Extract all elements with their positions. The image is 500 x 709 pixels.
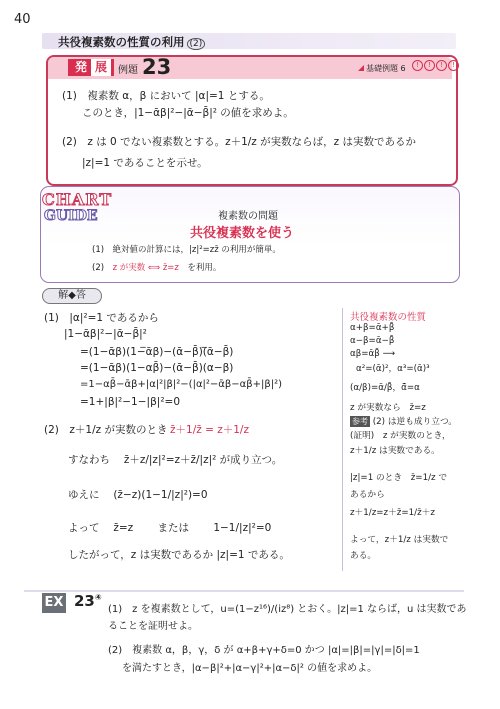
side-title: 共役複素数の性質 xyxy=(350,312,427,323)
solution-line-9: ゆえに (z̄−z)(1−1/|z|²)=0 xyxy=(68,489,208,501)
side-note: z＋1/z は実数である。 xyxy=(350,446,440,456)
side-note: α+β=ᾱ+β̄ xyxy=(350,323,395,333)
exercise-level: ④ xyxy=(94,593,102,602)
side-note: α²=(ᾱ)²，α³=(ᾱ)³ xyxy=(356,364,430,374)
problem-q1-line2: このとき，|1−ᾱβ|²−|ᾱ−β̄|² の値を求めよ。 xyxy=(82,107,294,119)
side-note: |z|=1 のとき z̄=1/z で xyxy=(350,473,448,483)
difficulty-mark: ! xyxy=(436,60,447,71)
side-note: αβ=ᾱβ̄ ⟶ xyxy=(350,349,396,359)
side-note: α−β=ᾱ−β̄ xyxy=(350,336,395,346)
chart-heading: 複素数の問題 xyxy=(218,211,278,222)
example-number: 23 xyxy=(142,55,172,79)
problem-q2-line1: (2) z は 0 でない複素数とする。z＋1/z が実数ならば，z は実数であるか xyxy=(62,136,417,148)
solution-line-10: よって z̄=z または 1−1/|z|²=0 xyxy=(68,522,272,534)
difficulty-mark: ! xyxy=(424,60,435,71)
solution-line-11: したがって，z は実数であるか |z|=1 である。 xyxy=(68,549,290,561)
difficulty-mark: ! xyxy=(448,60,459,71)
exercise-q1-line2: ることを証明せよ。 xyxy=(108,621,198,632)
section-title: 共役複素数の性質の利用 (2) xyxy=(58,34,205,50)
side-reference: 参考 (2) は逆も成り立つ。 xyxy=(352,417,457,427)
chart-point-1: (1) 絶対値の計算には，|z|²=zz̄ の利用が簡単。 xyxy=(92,245,281,255)
exercise-q2-line2: を満たすとき，|α−β|²+|α−γ|²+|α−δ|² の値を求めよ。 xyxy=(122,663,378,674)
exercise-number: 23④ xyxy=(74,592,102,610)
solution-tag: 解◆答 xyxy=(42,288,102,304)
guide-logo: GUIDE xyxy=(44,208,98,224)
solution-line-4: =(1−ᾱβ)(1−αβ̄)−(ᾱ−β̄)(α−β) xyxy=(80,362,234,374)
chart-main-point: 共役複素数を使う xyxy=(190,226,295,241)
page-number: 40 xyxy=(14,12,31,27)
exercise-q1-line1: (1) z を複素数として，u=(1−z¹⁶)/(iz⁸) とおく。|z|=1 ならば，u は実数であ xyxy=(108,604,467,615)
solution-line-2: |1−ᾱβ|²−|ᾱ−β̄|² xyxy=(64,328,147,340)
solution-line-6: =1+|β|²−1−|β|²=0 xyxy=(80,396,181,408)
example-label: 例題 xyxy=(118,65,138,76)
difficulty-mark: ! xyxy=(412,60,423,71)
chart-logo: CHART xyxy=(42,190,113,209)
solution-line-3: =(1−ᾱβ)(1−̅ᾱβ)−(ᾱ−β̄)(̅ᾱ−β̄) xyxy=(80,346,234,358)
problem-q2-line2: |z|=1 であることを示せ。 xyxy=(82,157,208,169)
chart-point-2: (2) z が実数 ⟺ z̄=z を利用。 xyxy=(92,263,222,273)
solution-line-7b: z̄＋1/z̄ = z＋1/z xyxy=(170,424,249,436)
solution-line-8: すなわち z̄＋z/|z|²=z＋z̄/|z|² が成り立つ。 xyxy=(68,454,283,466)
section-number: (2) xyxy=(187,38,206,50)
side-note: z＋1/z=z＋z̄=1/z̄＋z xyxy=(350,508,435,518)
side-note: (証明) z が実数のとき， xyxy=(350,431,451,441)
exercise-badge: EX xyxy=(42,593,66,613)
solution-line-5: =1−αβ̄−ᾱβ+|α|²|β|²−(|α|²−ᾱβ−αβ̄+|β|²) xyxy=(80,379,283,390)
side-note: あるから xyxy=(350,490,385,500)
side-note: (α/β)=ᾱ/β̄，ᾱ̄=α xyxy=(350,383,420,393)
solution-line-1: (1) |α|²=1 であるから xyxy=(44,312,159,324)
basic-example-reference: 基礎例題 6 xyxy=(358,63,406,74)
side-note: z が実数なら z̄=z xyxy=(350,403,426,413)
solution-line-7a: (2) z＋1/z が実数のとき xyxy=(44,424,168,436)
exercise-q2-line1: (2) 複素数 α，β，γ，δ が α+β+γ+δ=0 かつ |α|=|β|=|γ|=|δ|=1 xyxy=(108,645,420,656)
problem-q1-line1: (1) 複素数 α，β において |α|=1 とする。 xyxy=(62,90,270,102)
side-note: よって，z＋1/z は実数で xyxy=(350,535,449,545)
side-note: ある。 xyxy=(350,551,377,561)
difficulty-marks xyxy=(412,60,459,71)
advanced-badge: 発 展 xyxy=(68,59,114,76)
